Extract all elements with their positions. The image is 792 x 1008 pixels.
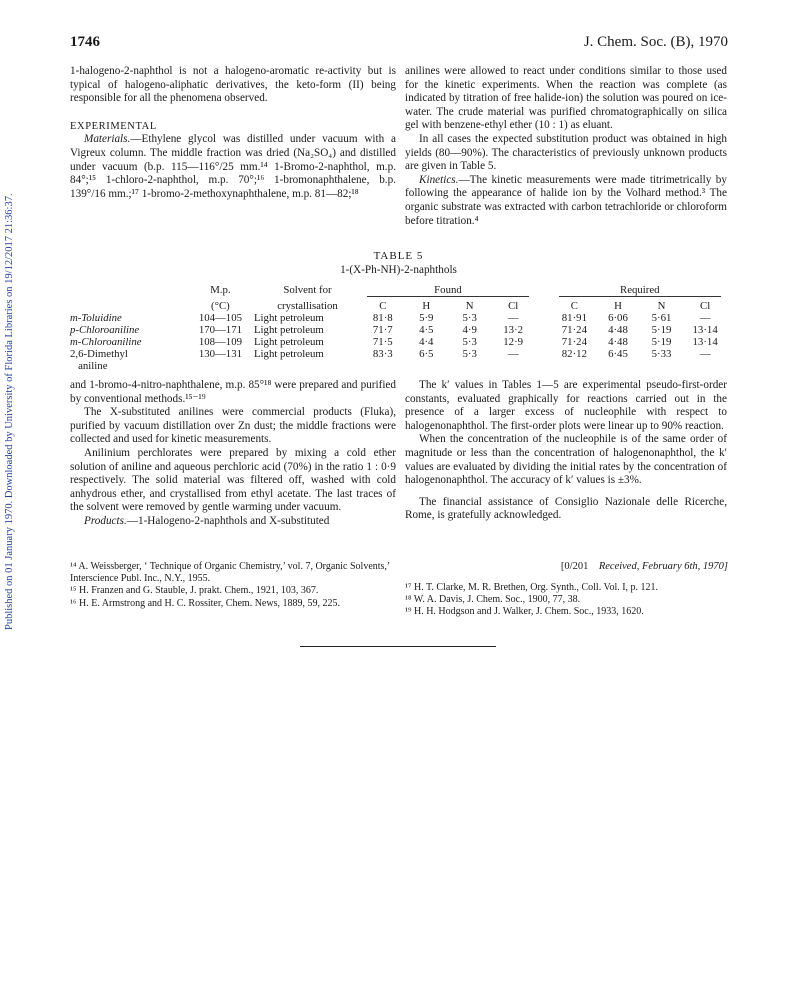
paragraph: anilines were allowed to react under conditions similar to those used for the kinetic experiments. When the reaction was complete (as indicated by titration of free halide-ion) the solution was poured on ice-water. The crude material was purified chromatographically on silica gel with benzene-ethyl ether (10 : 1) as eluant. [405,65,727,132]
paragraph-products [70,515,396,529]
paragraph: The k′ values in Tables 1—5 are experimental pseudo-first-order constants, evaluated graphically for reactions carried out in the presence of a larger excess of nucleophile with respect to halogenonaphthol. The first-order plots were linear up to 90% reaction. [405,379,727,432]
table-row: m-Toluidine 104—105 Light petroleum 81·8 5·9 5·3 — 81·91 6·06 5·61 — [70,312,711,324]
table-row: m-Chloroaniline 108—109 Light petroleum 71·5 4·4 5·3 12·9 71·24 4·48 5·19 13·14 [70,336,718,348]
header-found-n: N [465,300,474,312]
paragraph: 1-halogeno-2-naphthol is not a halogeno-aromatic re-activity but is typical of halogeno-aliphatic derivatives, the keto-form (II) being responsible for all the phenomena observed. [70,65,396,105]
footnote: ¹⁶ H. E. Armstrong and H. C. Rossiter, Chem. News, 1889, 59, 225. [70,597,340,609]
kinetics-label: Kinetics. [419,173,459,186]
footnote: ¹⁴ A. Weissberger, ‘ Technique of Organic Chemistry,’ vol. 7, Organic Solvents,’ Interscience Publ. Inc., N.Y., 1955. [70,561,390,585]
table-5 [70,250,727,372]
right-column-bottom [405,379,727,523]
paragraph-materials [70,133,396,201]
footnotes-left [70,561,396,610]
end-rule [300,646,496,647]
products-text: —1-Halogeno-2-naphthols and X-substituted [126,514,330,527]
paragraph: When the concentration of the nucleophile is of the same order of magnitude or less than the concentration of halogenonaphthol, the k′ values are evaluated by dividing the initial rates by the concentration of halogenonaphthol. The accuracy of k′ values is ±3%. [405,433,727,487]
paragraph: In all cases the expected substitution product was obtained in high yields (80—90%). The characteristics of previously unknown products are given in Table 5. [405,132,727,173]
kinetics-text: —The kinetic measurements were made titrimetrically by following the appearance of halide ion by the Volhard method.³ The organic substrate was extracted with carbon tetrachloride or chloroform before titration.⁴ [405,173,727,227]
received-date: [0/201 Received, February 6th, 1970] [560,561,728,572]
products-label: Products. [84,514,127,527]
header-required: Required [553,284,727,300]
table-title: TABLE 5 [373,250,424,262]
data-table [70,284,727,372]
footnotes-right [405,582,727,619]
journal-header: J. Chem. Soc. (B), 1970 [583,34,728,50]
footnote: ¹⁷ H. T. Clarke, M. R. Brethen, Org. Synth., Coll. Vol. I, p. 121. [405,582,659,593]
left-column-bottom [70,379,396,529]
table-header-row [70,300,727,312]
footnote: ¹⁹ H. H. Hodgson and J. Walker, J. Chem. Soc., 1933, 1620. [405,606,644,618]
footnote: ¹⁵ H. Franzen and G. Stauble, J. prakt. Chem., 1921, 103, 367. [70,585,319,597]
page-number: 1746 [70,34,100,50]
table-subtitle: 1-(X-Ph-NH)-2-naphthols [340,264,457,276]
header-found: Found [361,284,535,300]
paragraph: The X-substituted anilines were commercial products (Fluka), purified by vacuum distillation over Zn dust; the middle fractions were collected and used for kinetic measurements. [70,406,396,446]
header-required-n: N [657,300,666,312]
header-found-c: C [379,300,387,312]
right-column-top [405,65,727,228]
materials-text: —Ethylene glycol was distilled under vacuum with a Vigreux column. The middle fraction was dried (Na₂SO₄) and distilled under vacuum (b.p. 115—116°/25 mm.¹⁴ 1-Bromo-2-naphthol, m.p. 84°;¹⁵ 1-chloro-2-naphthol, m.p. 70°;¹⁶ 1-bromonaphthalene, b.p. 139°/16 mm.;¹⁷ 1-bromo-2-methoxynaphthalene, m.p. 81—82;¹⁸ [70,133,396,200]
header-found-cl: Cl [508,300,519,312]
paragraph: Anilinium perchlorates were prepared by mixing a cold ether solution of aniline and aqueous perchloric acid (70%) in the ratio 1 : 0·9 respectively. The solid material was filtered off, washed with cold anhydrous ether, and crystallised from ethyl acetate. The last traces of the solvent were removed by gentle warming under vacuum. [70,446,396,514]
header-required-h: H [614,300,622,312]
left-column-top [70,65,396,201]
header-required-cl: Cl [700,300,711,312]
footnote: ¹⁸ W. A. Davis, J. Chem. Soc., 1900, 77, 38. [405,594,581,606]
header-solvent: Solvent for [283,284,332,296]
table-row: p-Chloroaniline 170—171 Light petroleum 71·7 4·5 4·9 13·2 71·24 4·48 5·19 13·14 [70,324,718,336]
paragraph-kinetics [405,174,727,228]
section-heading-experimental: EXPERIMENTAL [70,120,157,132]
paragraph: and 1-bromo-4-nitro-naphthalene, m.p. 85°¹⁸ were prepared and purified by conventional methods.¹⁵⁻¹⁹ [70,379,396,405]
materials-label: Materials. [84,133,131,146]
header-mp-unit: (°C) [211,300,230,312]
header-solvent-2: crystallisation [277,300,338,312]
table-row: 2,6-Dimethyl aniline 130—131 Light petroleum 83·3 6·5 5·3 — 82·12 6·45 5·33 — [70,348,711,372]
acknowledgement: The financial assistance of Consiglio Nazionale delle Ricerche, Rome, is gratefully acknowledged. [405,495,727,522]
header-found-h: H [422,300,431,312]
table-header-row [70,284,727,300]
download-watermark: Published on 01 January 1970. Downloaded by University of Florida Libraries on 19/12/2017 21:36:37. [4,193,15,630]
header-mp: M.p. [210,284,231,296]
header-required-c: C [570,300,578,312]
